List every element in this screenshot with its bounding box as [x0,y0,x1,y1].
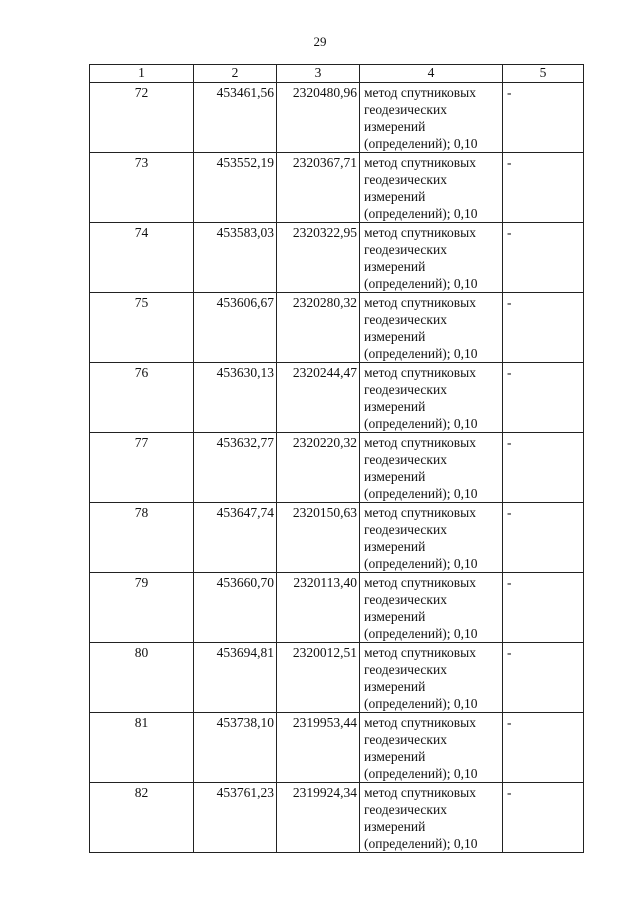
method-cell [360,433,503,503]
method-line: метод спутниковых [364,715,476,730]
method-cell [360,783,503,853]
method-line: метод спутниковых [364,785,476,800]
method-line: метод спутниковых [364,155,476,170]
method-line: метод спутниковых [364,295,476,310]
method-cell [360,223,503,293]
x-coordinate-cell: 453660,70 [194,573,277,643]
method-cell [360,573,503,643]
note-cell: - [503,643,584,713]
method-line: (определений); 0,10 [364,276,478,291]
x-coordinate-cell: 453632,77 [194,433,277,503]
method-line: измерений [364,469,426,484]
point-number-cell: 76 [90,363,194,433]
table-row [90,293,584,363]
method-line: метод спутниковых [364,225,476,240]
note-cell: - [503,363,584,433]
table-row [90,223,584,293]
method-cell [360,643,503,713]
column-header: 1 [90,65,194,83]
y-coordinate-cell: 2320322,95 [277,223,360,293]
note-cell: - [503,783,584,853]
y-coordinate-cell: 2320280,32 [277,293,360,363]
point-number-cell: 78 [90,503,194,573]
column-header: 4 [360,65,503,83]
note-cell: - [503,503,584,573]
x-coordinate-cell: 453461,56 [194,83,277,153]
method-line: измерений [364,539,426,554]
point-number-cell: 81 [90,713,194,783]
x-coordinate-cell: 453738,10 [194,713,277,783]
note-cell: - [503,293,584,363]
method-cell [360,153,503,223]
x-coordinate-cell: 453694,81 [194,643,277,713]
method-line: геодезических [364,662,447,677]
table-row [90,153,584,223]
table-row [90,363,584,433]
table-row [90,83,584,153]
method-line: (определений); 0,10 [364,696,478,711]
x-coordinate-cell: 453606,67 [194,293,277,363]
point-number-cell: 77 [90,433,194,503]
x-coordinate-cell: 453552,19 [194,153,277,223]
method-line: измерений [364,819,426,834]
y-coordinate-cell: 2320367,71 [277,153,360,223]
table-header-row [90,65,584,83]
table-body [90,83,584,853]
method-line: (определений); 0,10 [364,836,478,851]
method-line: измерений [364,609,426,624]
method-line: геодезических [364,452,447,467]
coordinates-table [89,64,584,853]
method-line: метод спутниковых [364,505,476,520]
method-line: измерений [364,749,426,764]
table-row [90,573,584,643]
method-cell [360,293,503,363]
method-line: геодезических [364,522,447,537]
method-line: измерений [364,399,426,414]
column-header: 5 [503,65,584,83]
method-line: (определений); 0,10 [364,766,478,781]
method-line: измерений [364,329,426,344]
table-row [90,503,584,573]
method-line: геодезических [364,732,447,747]
method-line: геодезических [364,382,447,397]
point-number-cell: 79 [90,573,194,643]
point-number-cell: 74 [90,223,194,293]
x-coordinate-cell: 453583,03 [194,223,277,293]
y-coordinate-cell: 2319953,44 [277,713,360,783]
column-header: 2 [194,65,277,83]
y-coordinate-cell: 2320012,51 [277,643,360,713]
method-line: метод спутниковых [364,85,476,100]
note-cell: - [503,433,584,503]
method-line: метод спутниковых [364,645,476,660]
method-line: измерений [364,679,426,694]
y-coordinate-cell: 2320150,63 [277,503,360,573]
y-coordinate-cell: 2320220,32 [277,433,360,503]
point-number-cell: 73 [90,153,194,223]
method-line: геодезических [364,102,447,117]
method-line: (определений); 0,10 [364,416,478,431]
method-line: (определений); 0,10 [364,556,478,571]
method-line: (определений); 0,10 [364,346,478,361]
page-number: 29 [313,34,327,49]
y-coordinate-cell: 2320113,40 [277,573,360,643]
note-cell: - [503,83,584,153]
method-line: геодезических [364,312,447,327]
note-cell: - [503,223,584,293]
table-row [90,433,584,503]
point-number-cell: 82 [90,783,194,853]
method-cell [360,363,503,433]
method-line: геодезических [364,592,447,607]
table-row [90,643,584,713]
x-coordinate-cell: 453630,13 [194,363,277,433]
method-cell [360,713,503,783]
method-line: измерений [364,259,426,274]
point-number-cell: 80 [90,643,194,713]
x-coordinate-cell: 453647,74 [194,503,277,573]
table-row [90,713,584,783]
y-coordinate-cell: 2319924,34 [277,783,360,853]
method-cell [360,83,503,153]
method-line: (определений); 0,10 [364,136,478,151]
method-line: геодезических [364,242,447,257]
table-row [90,783,584,853]
x-coordinate-cell: 453761,23 [194,783,277,853]
point-number-cell: 72 [90,83,194,153]
method-line: (определений); 0,10 [364,206,478,221]
point-number-cell: 75 [90,293,194,363]
y-coordinate-cell: 2320244,47 [277,363,360,433]
note-cell: - [503,713,584,783]
y-coordinate-cell: 2320480,96 [277,83,360,153]
method-line: метод спутниковых [364,365,476,380]
method-line: геодезических [364,172,447,187]
method-line: измерений [364,119,426,134]
method-line: (определений); 0,10 [364,626,478,641]
column-header: 3 [277,65,360,83]
method-line: (определений); 0,10 [364,486,478,501]
note-cell: - [503,573,584,643]
method-line: метод спутниковых [364,435,476,450]
method-line: измерений [364,189,426,204]
method-cell [360,503,503,573]
method-line: метод спутниковых [364,575,476,590]
method-line: геодезических [364,802,447,817]
note-cell: - [503,153,584,223]
